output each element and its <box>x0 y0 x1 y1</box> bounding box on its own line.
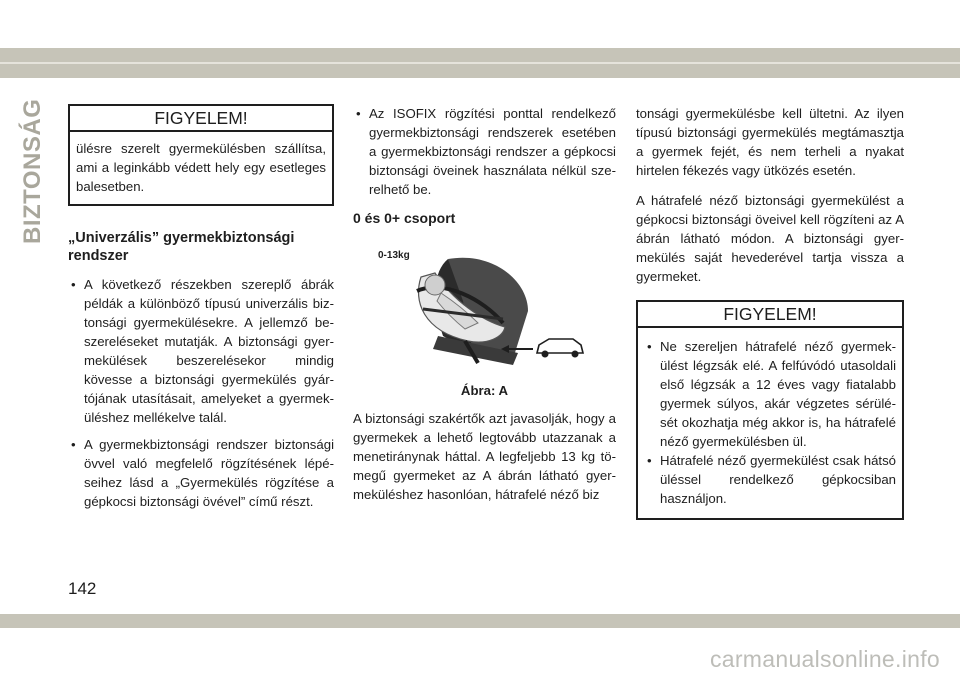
warning-body <box>638 328 902 518</box>
watermark: carmanualsonline.info <box>709 646 940 672</box>
rear-facing-seat-illustration <box>353 241 616 371</box>
paragraph: A hátrafelé néző biztonsági gyermekülést a gépkocsi biztonsági öveivel kell rögzíteni az A ábrán látható módon. A biztonsági gyermekülés saját hevederével tartja vissza a gyermeket. <box>636 193 904 284</box>
group-heading: 0 és 0+ csoport <box>353 210 456 226</box>
top-band-line <box>0 62 960 64</box>
section-heading: „Univerzális” gyermekbiztonsági rendszer <box>68 230 295 264</box>
figure-a <box>353 241 616 371</box>
paragraph: A biztonsági szakértők azt javasolják, hogy a gyermekek a lehető legtovább utazzanak a menetiránynak háttal. A legfeljebb 13 kg tömegű gyermeket az A ábrán látható gyermeküléshez hasonlóan, hátrafelé néző biz <box>353 411 616 502</box>
bullet-list <box>68 275 334 511</box>
warning-text: ülésre szerelt gyermekülésben szállítsa, ami a leginkább védett hely egy esetleges balesetben. <box>76 141 326 194</box>
column-right <box>636 104 904 520</box>
paragraph: tonsági gyermekülésbe kell ültetni. Az ilyen típusú biztonsági gyermekülés megtámasztja a gyermek fejét, és nem terheli a nyakat hirtelen fékezés vagy ütközés esetén. <box>636 106 904 178</box>
warning-box-left <box>68 104 334 206</box>
bullet-list <box>353 104 616 199</box>
list-item: • Ne szereljen hátrafelé néző gyermekülést légzsák elé. A felfúvódó utasoldali első légzsák a 12 éves vagy fiatalabb gyermek súlyos, akár végzetes sérülését okozhatja még akkor is, ha hátrafelé néző gyermekülésben ül. <box>644 337 896 451</box>
list-item: • Hátrafelé néző gyermekülést csak hátsó üléssel rendelkező gépkocsiban használjon. <box>644 451 896 508</box>
weight-label: 0-13kg <box>378 250 410 261</box>
figure-caption: Ábra: A <box>460 383 509 398</box>
car-wheel-icon <box>542 351 549 358</box>
column-middle <box>353 104 616 515</box>
list-item: • A következő részekben szereplő ábrák példák a különböző típusú univerzális biztonsági gyermekülésekre. A jellemző beszereléseket mutatják. A biztonsági gyermekülések beszerelésekor mindig kövesse a biztonsági gyermekülés gyártójának utasításait, amelyeket a gyermeküléshez mellékelve talál. <box>68 275 334 427</box>
warning-box-right <box>636 300 904 520</box>
bottom-band <box>0 614 960 628</box>
list-item: • A gyermekbiztonsági rendszer biztonsági övvel való megfelelő rögzítésének lépéseihez lásd a „Gyermekülés rögzítése a gépkocsi biztonsági övével” című részt. <box>68 435 334 511</box>
list-item: • Az ISOFIX rögzítési ponttal rendelkező gyermekbiztonsági rendszerek esetében a gyermekbiztonsági rendszer a gépkocsi biztonsági öveinek használata nélkül szerelhető be. <box>353 104 616 199</box>
page-number: 142 <box>68 579 97 598</box>
car-wheel-icon <box>572 351 579 358</box>
warning-title: FIGYELEM! <box>638 302 902 328</box>
column-left <box>68 104 334 519</box>
section-side-label <box>16 98 50 244</box>
warning-bullet-list <box>644 337 896 508</box>
warning-title: FIGYELEM! <box>70 106 332 132</box>
section-side-label-text: BIZTONSÁG <box>19 98 46 244</box>
top-band <box>0 48 960 78</box>
infant-head <box>425 275 445 295</box>
